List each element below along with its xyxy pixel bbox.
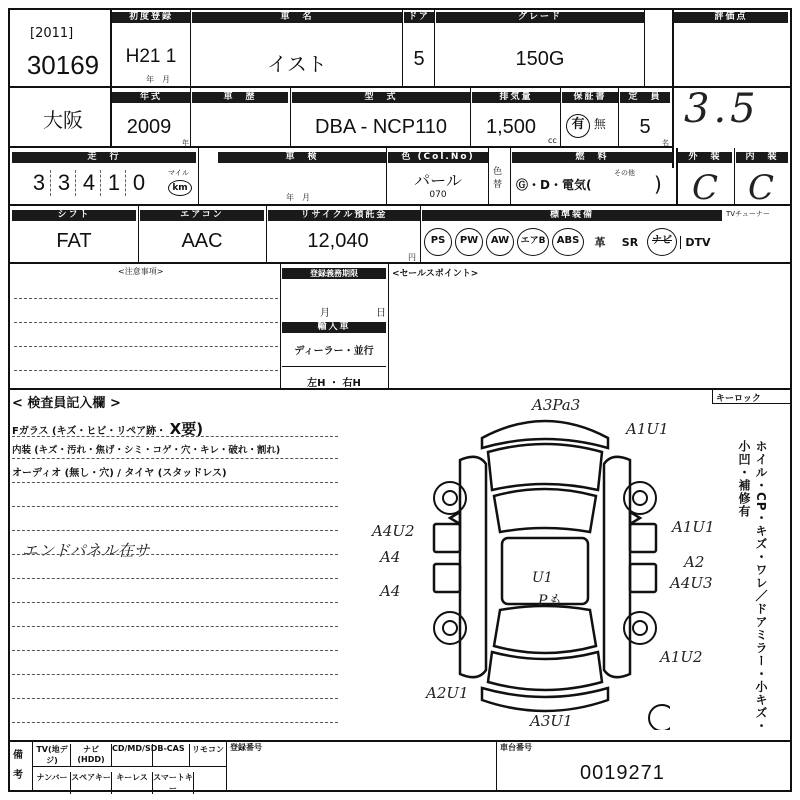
color-header: 色 (Col.No) (388, 152, 488, 163)
divider (138, 206, 139, 264)
option-smart-key: スマートキー (153, 773, 193, 793)
location: 大阪 (43, 110, 83, 132)
score-header: 評価点 (674, 12, 788, 23)
fglass-text: Fガラス (キズ・ヒビ・リペア跡・ (12, 426, 167, 437)
sales-point-label: <セールスポイント> (392, 269, 479, 279)
fuel-close: ) (654, 172, 662, 196)
mark-left-1: A4U2 (372, 522, 415, 540)
mark-left-3: A4 (380, 582, 401, 600)
tv-tuner-label: TVチューナー (726, 210, 770, 218)
divider (386, 148, 387, 206)
divider (470, 88, 471, 148)
handwritten-note: エンドパネル在サ (22, 541, 150, 560)
grade-header: グレード (436, 12, 644, 23)
vehicle-type-header: 車 歴 (192, 92, 288, 103)
equip-leather: 革 (594, 236, 606, 249)
row5 (8, 264, 792, 390)
interior-header: 内 装 (736, 152, 788, 163)
mark-right-3: A4U3 (670, 574, 713, 592)
divider (618, 88, 619, 148)
option-bcas: B-CAS (153, 744, 190, 766)
side-checklist: ホイル・CP・キズ・ワレ／ドアミラー・小キズ・小凹・補修有 (737, 440, 768, 733)
recycle-header: リサイクル預託金 (268, 210, 420, 221)
vehicle-class-units: 年 月 (286, 193, 310, 202)
inspector-line (12, 506, 338, 507)
handle-value: 左H ・ 右H (307, 378, 361, 389)
inspector-line (12, 436, 338, 437)
mileage-digit: 3 (53, 170, 76, 196)
mileage-digit: 4 (78, 170, 101, 196)
inspector-line (12, 626, 338, 627)
exterior-header: 外 装 (678, 152, 732, 163)
doors-header: ドア (404, 12, 434, 23)
shift-header: シフト (12, 210, 136, 221)
equip-dtv: DTV (680, 236, 715, 249)
equipment-list (424, 228, 715, 256)
model-year-unit: 年 (182, 139, 189, 147)
mark-right-2: A2 (684, 553, 705, 571)
equip-navi: ナビ (647, 228, 677, 256)
notes-line (14, 370, 278, 371)
month-label: 月 (320, 308, 330, 319)
mileage-header: 走 行 (12, 152, 196, 163)
equip-sr: SR (621, 235, 639, 249)
mileage-digit: 1 (103, 170, 126, 196)
mark-front: A3Pa3 (532, 396, 581, 414)
model-year-value: 2009 (126, 116, 172, 138)
mileage-unit-km: km (168, 180, 192, 196)
divider (266, 206, 267, 264)
model-year-header: 年式 (112, 92, 190, 103)
divider (644, 8, 645, 88)
seats-unit: 名 (662, 139, 669, 147)
equip-pw: PW (455, 228, 483, 256)
color-code: 070 (429, 190, 447, 200)
inspector-line2: 内装 (キズ・汚れ・焦げ・シミ・コゲ・穴・キレ・破れ・割れ) (12, 445, 281, 456)
displacement-value: 1,500 (485, 116, 537, 138)
interior-value: C (748, 168, 775, 208)
mark-rear-right: A1U2 (660, 648, 703, 666)
score-value: 3.5 (684, 86, 760, 132)
inspector-line (12, 674, 338, 675)
divider (734, 148, 735, 206)
mark-rear-left: A2U1 (426, 684, 469, 702)
chassis-label: 車台番号 (500, 743, 532, 752)
inspection-options (566, 114, 606, 138)
remarks-label: 備考 (13, 750, 23, 781)
divider (226, 740, 227, 792)
option-cd: CD/MD/SD (112, 744, 153, 766)
mark-left-2: A4 (380, 548, 401, 566)
mark-roof-2: Pも (538, 593, 562, 609)
displacement-header: 排気量 (472, 92, 560, 103)
first-reg-value: H21 1 (125, 46, 177, 67)
shift-value: FAT (56, 230, 92, 252)
seats-header: 定 員 (620, 92, 670, 103)
form-header: 型 式 (292, 92, 470, 103)
keylock-label: キーロック (716, 394, 761, 404)
seats-value: 5 (639, 116, 651, 138)
fglass-mark: X要) (169, 420, 204, 438)
divider (496, 740, 497, 792)
inspection-header: 保証書 (562, 92, 618, 103)
divider (488, 148, 489, 206)
mileage-digit: 3 (28, 170, 51, 196)
notes-line (14, 322, 278, 323)
inspector-line (12, 458, 338, 459)
divider (434, 8, 435, 88)
equip-airbag: エアB (517, 228, 549, 256)
inspector-line (12, 722, 338, 723)
option-tv: TV(地デジ) (34, 744, 71, 766)
divider (672, 8, 674, 168)
car-diagram (420, 400, 670, 730)
equip-aw: AW (486, 228, 514, 256)
reg-no-label: 登録番号 (230, 743, 262, 752)
divider (560, 88, 561, 148)
year-label: [2011] (30, 26, 74, 41)
vehicle-class-header: 車 検 (218, 152, 386, 163)
divider (510, 148, 511, 206)
inspector-line (12, 530, 338, 531)
ac-value: AAC (181, 230, 223, 252)
divider (198, 148, 199, 206)
first-reg-header: 初度登録 (112, 12, 190, 23)
mark-front-right: A1U1 (626, 420, 669, 438)
car-name-header: 車 名 (192, 12, 402, 23)
options-row-2 (34, 772, 194, 794)
recycle-value: 12,040 (307, 230, 369, 252)
inspector-line (12, 602, 338, 603)
inspector-title: < 検査員記入欄 > (12, 396, 121, 411)
equip-ps: PS (424, 228, 452, 256)
inspector-line (12, 698, 338, 699)
mileage-unit-miles: マイル (168, 169, 189, 177)
color-change-label: 色替 (493, 167, 503, 190)
import-header: 輸入車 (282, 322, 386, 333)
chassis-value: 0019271 (580, 762, 665, 784)
inspector-line (12, 554, 338, 555)
inspector-line (12, 482, 338, 483)
inspector-line3: オーディオ (無し・穴) / タイヤ (スタッドレス) (12, 468, 227, 479)
lot-number: 30169 (26, 50, 100, 80)
mark-right-1: A1U1 (672, 518, 715, 536)
import-value: ディーラー・並行 (294, 346, 374, 357)
divider (388, 264, 389, 390)
inspection-circled: 有 (566, 114, 590, 138)
fuel-header: 燃 料 (512, 152, 672, 163)
notes-line (14, 298, 278, 299)
equipment-header: 標準装備 (422, 210, 722, 221)
displacement-unit: cc (548, 136, 557, 145)
divider (290, 88, 291, 148)
notes-label: <注意事項> (118, 267, 164, 276)
grade-value: 150G (515, 48, 565, 70)
mileage-digit: 0 (132, 170, 146, 195)
ac-header: エアコン (140, 210, 264, 221)
mark-rear: A3U1 (530, 712, 573, 730)
divider (190, 8, 191, 88)
notes-line (14, 346, 278, 347)
first-reg-units: 年 月 (146, 75, 170, 84)
options-row-1 (34, 744, 227, 766)
footer-divider (8, 740, 792, 742)
history-header: 登録義務期限 (282, 268, 386, 279)
exterior-value: C (692, 168, 719, 208)
option-keyless: キーレス (112, 772, 153, 794)
inspector-line (12, 578, 338, 579)
option-navi: ナビ(HDD) (71, 744, 112, 766)
mileage-digits (28, 170, 150, 196)
option-spare-key: スペアキー (71, 772, 112, 794)
mark-roof: U1 (532, 570, 553, 586)
car-name-value: イスト (267, 54, 327, 76)
inspection-alt: 無 (593, 117, 606, 131)
divider (280, 264, 281, 390)
option-remote: リモコン (190, 744, 227, 766)
divider (190, 88, 191, 148)
divider (32, 766, 226, 767)
inspector-line (12, 650, 338, 651)
doors-value: 5 (413, 48, 425, 70)
divider (402, 8, 403, 88)
color-value: パール (414, 171, 462, 190)
equip-abs: ABS (552, 228, 584, 256)
recycle-unit: 円 (408, 253, 416, 262)
day-label: 日 (376, 308, 386, 319)
fuel-options: Ⓖ・D・電気( (516, 178, 592, 192)
divider (282, 366, 386, 367)
form-value: DBA - NCP110 (315, 116, 447, 138)
option-number: ナンバー (34, 772, 71, 794)
fuel-other: その他 (614, 169, 635, 177)
divider (420, 206, 421, 264)
